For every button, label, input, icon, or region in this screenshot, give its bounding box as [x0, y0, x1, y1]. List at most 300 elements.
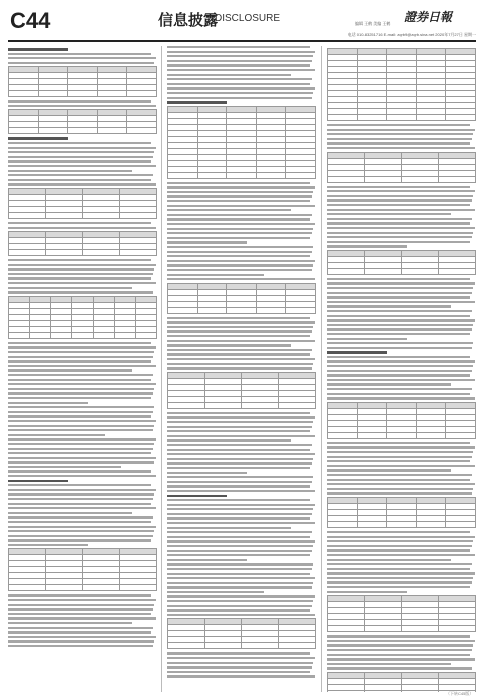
text-line: [8, 227, 156, 229]
text-line: [327, 142, 470, 144]
text-line: [167, 458, 313, 460]
text-line: [8, 594, 151, 596]
table-cell: [168, 402, 205, 408]
text-line: [327, 129, 475, 131]
table-cell: [387, 521, 417, 527]
text-line: [327, 658, 475, 660]
text-line: [167, 481, 312, 483]
text-line: [167, 586, 312, 588]
text-line: [327, 591, 407, 593]
table-cell: [242, 643, 279, 649]
text-line: [8, 170, 132, 172]
subheading-line: [167, 495, 227, 498]
text-line: [167, 64, 310, 66]
text-line: [327, 370, 472, 372]
text-line: [327, 356, 470, 358]
table-cell: [114, 332, 135, 338]
data-table: [327, 402, 476, 439]
page-number: C44: [10, 8, 51, 33]
table-cell: [402, 268, 439, 274]
text-line: [167, 46, 310, 48]
text-line: [8, 374, 153, 376]
text-line: [327, 190, 475, 192]
text-line: [8, 512, 132, 514]
text-line: [167, 573, 310, 575]
text-line: [167, 349, 312, 351]
table-cell: [446, 521, 476, 527]
table-cell: [127, 128, 157, 134]
text-line: [8, 183, 156, 185]
table-cell: [328, 176, 365, 182]
text-line: [167, 55, 313, 57]
text-line: [167, 92, 313, 94]
text-line: [8, 365, 156, 367]
table-cell: [357, 432, 387, 438]
table-cell: [446, 115, 476, 121]
text-line: [167, 485, 310, 487]
text-line: [8, 147, 156, 149]
data-table: [8, 296, 157, 339]
text-line: [8, 287, 132, 289]
table-cell: [120, 585, 157, 591]
text-line: [8, 636, 156, 638]
text-line: [167, 416, 315, 418]
continued-note: （下转C45版）: [446, 691, 474, 696]
text-line: [8, 291, 153, 293]
text-line: [167, 582, 313, 584]
text-line: [167, 335, 310, 337]
text-line: [167, 60, 312, 62]
data-table: [327, 672, 476, 692]
text-line: [167, 595, 315, 597]
table-cell: [197, 172, 227, 178]
table-cell: [256, 172, 286, 178]
table-cell: [328, 521, 358, 527]
text-line: [167, 214, 312, 216]
table-cell: [286, 172, 316, 178]
text-line: [167, 577, 315, 579]
data-table: [8, 66, 157, 97]
text-line: [167, 662, 313, 664]
text-line: [327, 460, 470, 462]
table-cell: [387, 115, 417, 121]
text-line: [167, 472, 247, 474]
text-line: [8, 516, 153, 518]
text-line: [8, 599, 156, 601]
table-cell: [365, 626, 402, 632]
data-table: [327, 250, 476, 275]
data-table: [167, 106, 316, 179]
text-line: [167, 330, 312, 332]
text-line: [8, 627, 153, 629]
text-line: [8, 57, 156, 59]
text-line: [167, 559, 247, 561]
text-line: [8, 608, 153, 610]
text-line: [327, 474, 472, 476]
subheading-line: [8, 137, 68, 140]
text-line: [327, 379, 475, 381]
table-cell: [328, 626, 365, 632]
text-line: [327, 488, 473, 490]
text-line: [327, 301, 475, 303]
text-line: [327, 667, 472, 669]
text-line: [167, 671, 310, 673]
text-line: [167, 600, 313, 602]
text-line: [167, 321, 315, 323]
table-cell: [387, 432, 417, 438]
text-line: [327, 328, 472, 330]
subheading-line: [167, 101, 227, 104]
text-line: [8, 142, 151, 144]
text-line: [167, 568, 312, 570]
text-line: [8, 346, 156, 348]
text-line: [167, 609, 310, 611]
table-cell: [242, 402, 279, 408]
text-line: [327, 649, 472, 651]
text-line: [8, 383, 156, 385]
text-line: [327, 360, 475, 362]
text-line: [327, 278, 470, 280]
text-line: [8, 640, 154, 642]
table-cell: [227, 307, 257, 313]
text-line: [167, 237, 310, 239]
table-cell: [68, 128, 98, 134]
text-line: [327, 568, 470, 570]
table-cell: [168, 643, 205, 649]
text-line: [327, 305, 451, 307]
table-cell: [97, 91, 127, 97]
text-column-2: [167, 46, 316, 692]
text-line: [327, 456, 472, 458]
text-line: [167, 255, 310, 257]
text-line: [8, 475, 156, 477]
text-line: [167, 430, 310, 432]
text-line: [167, 186, 315, 188]
text-line: [8, 156, 153, 158]
text-line: [167, 563, 313, 565]
table-cell: [197, 307, 227, 313]
text-column-3: [327, 46, 476, 692]
text-line: [327, 199, 472, 201]
table-cell: [357, 115, 387, 121]
table-cell: [328, 432, 358, 438]
text-line: [167, 209, 291, 211]
text-line: [167, 421, 313, 423]
text-line: [167, 444, 312, 446]
text-line: [167, 241, 247, 243]
text-line: [8, 53, 151, 55]
text-line: [327, 282, 475, 284]
text-line: [8, 406, 154, 408]
text-line: [8, 392, 153, 394]
text-line: [167, 317, 310, 319]
text-line: [327, 204, 470, 206]
text-line: [327, 577, 473, 579]
data-table: [327, 595, 476, 632]
text-line: [8, 507, 156, 509]
text-line: [327, 347, 472, 349]
table-cell: [256, 307, 286, 313]
text-line: [327, 236, 472, 238]
text-line: [8, 466, 121, 468]
text-line: [8, 151, 154, 153]
text-line: [8, 503, 151, 505]
text-line: [8, 351, 154, 353]
text-line: [8, 420, 156, 422]
text-line: [327, 374, 470, 376]
text-line: [327, 383, 451, 385]
table-cell: [402, 691, 439, 693]
text-line: [8, 457, 156, 459]
text-line: [8, 498, 153, 500]
text-line: [8, 617, 156, 619]
table-cell: [135, 332, 156, 338]
table-cell: [9, 128, 39, 134]
text-line: [167, 218, 310, 220]
text-line: [8, 100, 151, 102]
table-cell: [439, 176, 476, 182]
text-line: [8, 277, 151, 279]
table-cell: [83, 212, 120, 218]
text-line: [167, 490, 315, 492]
text-line: [8, 160, 151, 162]
text-line: [327, 492, 472, 494]
text-line: [8, 489, 156, 491]
text-line: [167, 363, 313, 365]
text-line: [167, 504, 315, 506]
text-line: [167, 439, 291, 441]
text-line: [8, 369, 132, 371]
text-line: [8, 493, 154, 495]
text-line: [8, 388, 154, 390]
text-line: [327, 531, 470, 533]
data-table: [8, 231, 157, 256]
text-line: [167, 251, 312, 253]
text-line: [8, 530, 154, 532]
table-cell: [9, 212, 46, 218]
text-line: [167, 605, 312, 607]
text-line: [8, 448, 153, 450]
text-line: [327, 319, 475, 321]
text-line: [8, 179, 151, 181]
text-line: [8, 443, 154, 445]
subheading-line: [8, 48, 68, 51]
text-line: [327, 124, 470, 126]
table-cell: [38, 91, 68, 97]
text-line: [8, 526, 156, 528]
text-line: [167, 614, 315, 616]
table-cell: [9, 250, 46, 256]
text-line: [167, 195, 312, 197]
editor-line: 编辑 王鹤 美编 王鹤: [355, 21, 391, 26]
table-cell: [365, 268, 402, 274]
page-header: [0, 0, 484, 44]
text-line: [327, 549, 470, 551]
text-line: [167, 412, 310, 414]
text-line: [8, 425, 154, 427]
text-line: [327, 446, 475, 448]
text-line: [167, 435, 315, 437]
text-line: [327, 635, 470, 637]
text-line: [8, 415, 151, 417]
text-column-1: [8, 46, 157, 692]
text-line: [167, 453, 315, 455]
table-cell: [72, 332, 93, 338]
text-line: [167, 652, 310, 654]
text-line: [167, 69, 315, 71]
text-line: [327, 315, 470, 317]
table-cell: [328, 115, 358, 121]
text-line: [327, 388, 472, 390]
text-line: [8, 604, 154, 606]
text-line: [167, 513, 312, 515]
text-line: [167, 278, 315, 280]
text-line: [8, 539, 151, 541]
table-cell: [46, 250, 83, 256]
text-line: [8, 105, 156, 107]
table-cell: [120, 212, 157, 218]
text-line: [8, 613, 151, 615]
text-line: [167, 449, 310, 451]
text-line: [327, 540, 473, 542]
text-line: [327, 147, 475, 149]
text-line: [167, 326, 313, 328]
table-cell: [328, 691, 365, 693]
text-line: [167, 274, 264, 276]
text-line: [167, 508, 313, 510]
text-line: [327, 338, 407, 340]
text-line: [327, 479, 470, 481]
text-line: [327, 536, 475, 538]
table-cell: [30, 332, 51, 338]
column-divider: [161, 46, 162, 692]
text-line: [327, 469, 451, 471]
table-cell: [68, 91, 98, 97]
table-cell: [365, 691, 402, 693]
data-table: [327, 48, 476, 121]
text-line: [167, 591, 264, 593]
text-line: [8, 222, 151, 224]
table-cell: [168, 172, 198, 178]
table-cell: [46, 585, 83, 591]
table-cell: [286, 307, 316, 313]
data-table: [167, 618, 316, 649]
table-cell: [120, 250, 157, 256]
text-line: [8, 521, 151, 523]
text-line: [167, 97, 312, 99]
text-line: [327, 333, 470, 335]
section-title-en: DISCLOSURE: [215, 13, 281, 24]
meta-line: 电话 010-83251716 E-mail: zqrb9@zqrb.sina.net 2020年7月27日 星期一: [347, 32, 476, 37]
newspaper-logo: 證券日報: [404, 10, 453, 24]
text-line: [327, 213, 451, 215]
text-line: [8, 470, 151, 472]
table-cell: [83, 250, 120, 256]
data-table: [8, 548, 157, 591]
table-cell: [38, 128, 68, 134]
text-line: [8, 268, 154, 270]
table-cell: [357, 521, 387, 527]
text-line: [327, 393, 470, 395]
text-line: [327, 563, 472, 565]
text-line: [327, 133, 473, 135]
text-line: [327, 559, 451, 561]
text-line: [167, 269, 312, 271]
text-line: [327, 654, 470, 656]
table-cell: [205, 402, 242, 408]
text-line: [327, 397, 475, 399]
data-table: [8, 188, 157, 219]
text-line: [327, 365, 473, 367]
text-line: [167, 527, 291, 529]
text-line: [327, 586, 470, 588]
text-line: [8, 438, 156, 440]
text-line: [327, 644, 473, 646]
text-line: [327, 663, 451, 665]
text-line: [327, 483, 475, 485]
text-line: [8, 535, 153, 537]
text-line: [167, 83, 310, 85]
text-line: [167, 51, 315, 53]
table-cell: [328, 268, 365, 274]
text-line: [167, 536, 310, 538]
data-table: [167, 283, 316, 314]
table-cell: [402, 176, 439, 182]
text-line: [8, 434, 105, 436]
text-line: [8, 397, 151, 399]
text-line: [327, 324, 473, 326]
text-line: [167, 353, 310, 355]
text-line: [167, 223, 315, 225]
text-line: [167, 74, 291, 76]
text-line: [167, 426, 312, 428]
text-line: [8, 379, 151, 381]
text-line: [167, 344, 291, 346]
table-cell: [439, 626, 476, 632]
text-line: [8, 282, 156, 284]
text-line: [167, 87, 315, 89]
text-line: [327, 545, 472, 547]
table-cell: [46, 212, 83, 218]
text-line: [167, 531, 312, 533]
text-line: [167, 517, 310, 519]
table-cell: [416, 432, 446, 438]
table-cell: [365, 176, 402, 182]
text-line: [8, 356, 153, 358]
text-line: [327, 342, 473, 344]
text-line: [8, 544, 88, 546]
text-line: [8, 461, 154, 463]
text-line: [327, 232, 473, 234]
text-line: [167, 550, 312, 552]
text-line: [167, 200, 310, 202]
table-cell: [83, 585, 120, 591]
text-line: [327, 138, 472, 140]
text-line: [327, 222, 470, 224]
text-line: [327, 554, 475, 556]
text-line: [8, 452, 151, 454]
table-cell: [416, 521, 446, 527]
table-cell: [439, 268, 476, 274]
text-line: [167, 522, 315, 524]
text-line: [8, 645, 153, 647]
text-line: [327, 292, 472, 294]
table-cell: [168, 307, 198, 313]
table-cell: [51, 332, 72, 338]
text-line: [167, 246, 313, 248]
table-cell: [446, 432, 476, 438]
text-line: [167, 264, 313, 266]
